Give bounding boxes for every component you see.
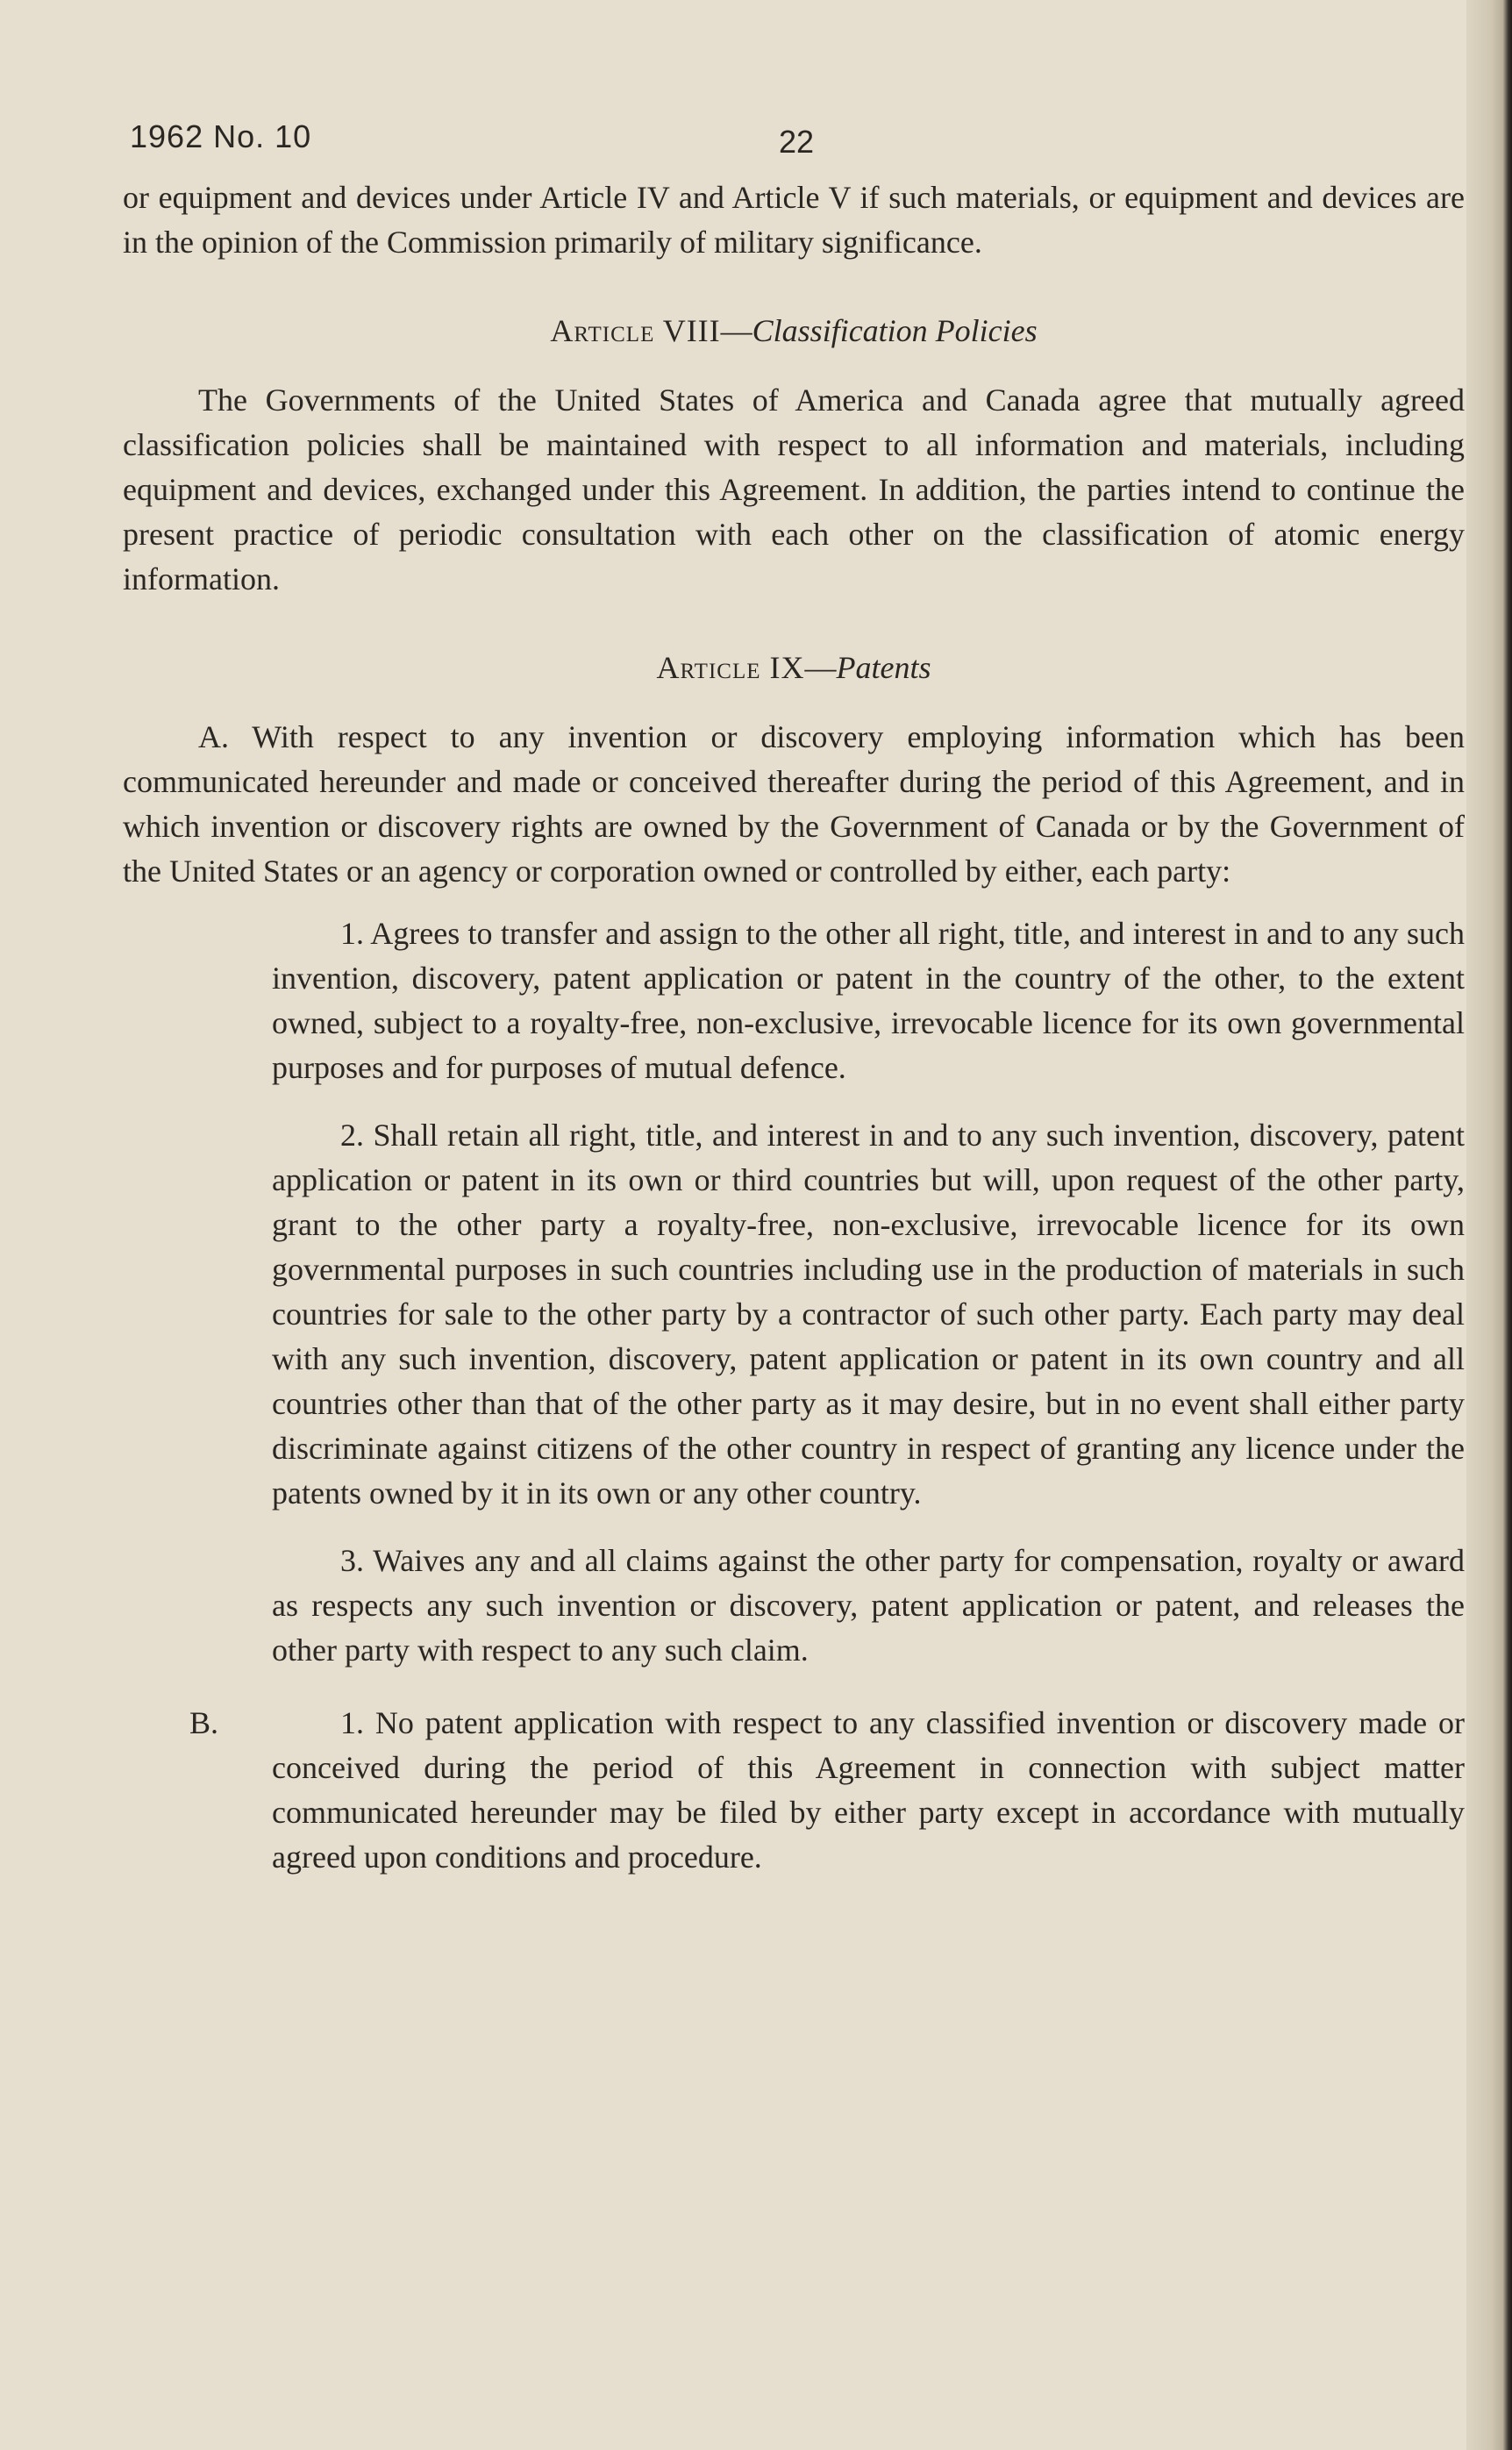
article-9-paragraph-a: A. With respect to any invention or discovery employing information which has been communicated hereunder and made or conceived thereafter during the period of this Agreement, and in which invention or discovery rights are owned by the Government of Canada or by the Government of the United States or an agency or corporation owned or controlled by either, each party: [123, 719, 1465, 889]
article-8-body: The Governments of the United States of America and Canada agree that mutually agreed classification policies shall be maintained with respect to all information and materials, including equipment and devices, exchanged under this Agreement. In addition, the parties intend to continue the present practice of periodic consultation with each other on the classification of atomic energy information. [123, 382, 1465, 596]
article-9-item-1: 1. Agrees to transfer and assign to the other all right, title, and interest in and to any such invention, discovery, patent application or patent in the country of the other, to the extent owned, subject to a royalty-free, non-exclusive, irrevocable licence for its own governmental purposes and for purposes of mutual defence. [272, 916, 1465, 1085]
article-9-number: Article IX [656, 650, 805, 685]
article-9-paragraph-b [123, 1701, 1465, 1880]
article-8-heading [123, 309, 1465, 354]
paragraph-b-label: B. [189, 1705, 219, 1740]
paragraph-b-text: 1. No patent application with respect to any classified invention or discovery made or conceived during the period of this Agreement in connection with subject matter communicated hereunder may be filed by either party except in accordance with mutually agreed upon conditions and procedure. [272, 1705, 1465, 1875]
page-number: 22 [779, 124, 815, 160]
page-header [123, 105, 1465, 175]
article-9-item-2: 2. Shall retain all right, title, and interest in and to any such invention, discovery, patent application or patent in its own or third countries but will, upon request of the other party, grant to the other party a royalty-free, non-exclusive, irrevocable licence for its own governmental purposes in such countries including use in the production of materials in such countries for sale to the other party by a contractor of such other party. Each party may deal with any such invention, discovery, patent application or patent in its own country and all countries other than that of the other party as it may desire, but in no event shall either party discriminate against citizens of the other country in respect of granting any licence under the patents owned by it in its own or any other country. [272, 1118, 1465, 1511]
article-9-title: Patents [836, 650, 931, 685]
article-9-dash: — [804, 650, 837, 685]
article-8-title: Classification Policies [752, 313, 1038, 348]
header-citation: 1962 No. 10 [130, 118, 312, 154]
article-8-number: Article VIII [550, 313, 721, 348]
page-edge-shadow [1466, 0, 1512, 2450]
continuation-paragraph: or equipment and devices under Article IV and Article V if such materials, or equipment and devices are in the opinion of the Commission primarily of military significance. [123, 180, 1465, 260]
article-9-heading [123, 646, 1465, 690]
document-page [123, 105, 1465, 1880]
article-9-items [123, 911, 1465, 1673]
article-9-item-3: 3. Waives any and all claims against the other party for compensation, royalty or award as respects any such invention or discovery, patent application or patent, and releases the other party with respect to any such claim. [272, 1543, 1465, 1668]
article-8-dash: — [720, 313, 752, 348]
